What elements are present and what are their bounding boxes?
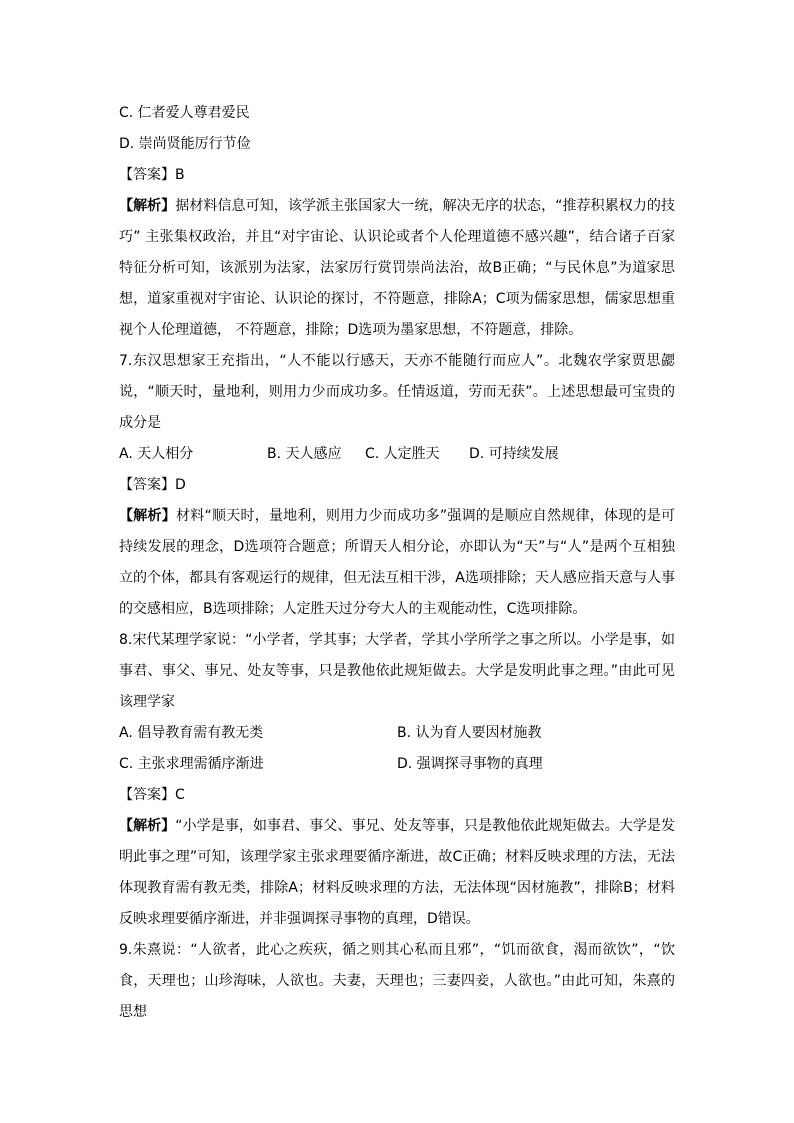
- q6-analysis: [119, 191, 675, 346]
- q7-option-c[interactable]: C. 人定胜天: [365, 446, 440, 462]
- q7-stem: 7.东汉思想家王充指出，“人不能以行感天，天亦不能随行而应人”。北魏农学家贾思勰说，“顺天时，量地利，则用力少而成功多。任情返道，劳而无获”。上述思想最可宝贵的成分是: [119, 353, 675, 431]
- q9-stem: 9.朱熹说：“人欲者，此心之疾疢，循之则其心私而且邪”，“饥而欲食，渴而欲饮”，“饮食，天理也；山珍海味，人欲也。夫妻，天理也；三妻四妾，人欲也。”由此可知，朱熹的思想: [119, 942, 675, 1020]
- q8-analysis-tag: 【解析】: [119, 818, 176, 834]
- q8-analysis-text: “小学是事，如事君、事父、事兄、处友等事，只是教他依此规矩做去。大学是发明此事之理”可知，该理学家主张求理要循序渐进，故C正确；材料反映求理的方法，无法体现教育需有教无类，排除A；材料反映求理的方法，无法体现“因材施教”，排除B；材料反映求理要循序渐进，并非强调探寻事物的真理，D错误。: [119, 818, 675, 927]
- q7-option-a[interactable]: A. 天人相分: [119, 446, 194, 462]
- q8-options-row2: [119, 749, 675, 780]
- q7-options: [119, 439, 675, 470]
- q6-analysis-tag: 【解析】: [119, 198, 176, 214]
- q8-option-b[interactable]: B. 认为育人要因材施教: [397, 725, 542, 741]
- exam-page: [119, 98, 675, 1028]
- q6-option-d[interactable]: D. 崇尚贤能厉行节俭: [119, 136, 251, 152]
- q6-option-c[interactable]: C. 仁者爱人尊君爱民: [119, 105, 250, 121]
- q8-stem: 8.宋代某理学家说：“小学者，学其事；大学者，学其小学所学之事之所以。小学是事，如事君、事父、事兄、处友等事，只是教他依此规矩做去。大学是发明此事之理。”由此可见该理学家: [119, 632, 675, 710]
- q6-analysis-text: 据材料信息可知，该学派主张国家大一统，解决无序的状态，“推荐积累权力的技巧” 主张集权政治，并且“对宇宙论、认识论或者个人伦理道德不感兴趣”，结合诸子百家特征分析可知，该派别为法家，法家厉行赏罚崇尚法治，故B正确；“与民休息”为道家思想，道家重视对宇宙论、认识论的探讨，不符题意，排除A；C项为儒家思想，儒家思想重视个人伦理道德， 不符题意，排除；D选项为墨家思想，不符题意，排除。: [119, 198, 675, 338]
- q8-analysis: [119, 811, 675, 935]
- q8-options-row1: [119, 718, 675, 749]
- q7-option-d[interactable]: D. 可持续发展: [469, 446, 559, 462]
- q8-answer: 【答案】C: [119, 787, 185, 803]
- q8-option-c[interactable]: C. 主张求理需循序渐进: [119, 756, 264, 772]
- q8-option-a[interactable]: A. 倡导教育需有教无类: [119, 725, 264, 741]
- q6-answer: 【答案】B: [119, 167, 185, 183]
- q7-analysis-text: 材料“顺天时，量地利，则用力少而成功多”强调的是顺应自然规律，体现的是可持续发展的理念，D选项符合题意；所谓天人相分论，亦即认为“天”与“人”是两个互相独立的个体，都具有客观运行的规律，但无法互相干涉，A选项排除；天人感应指天意与人事的交感相应，B选项排除；人定胜天过分夸大人的主观能动性，C选项排除。: [119, 508, 675, 617]
- q7-answer: 【答案】D: [119, 477, 186, 493]
- q7-analysis-tag: 【解析】: [119, 508, 176, 524]
- q7-analysis: [119, 501, 675, 625]
- q7-option-b[interactable]: B. 天人感应: [267, 446, 342, 462]
- q8-option-d[interactable]: D. 强调探寻事物的真理: [397, 756, 543, 772]
